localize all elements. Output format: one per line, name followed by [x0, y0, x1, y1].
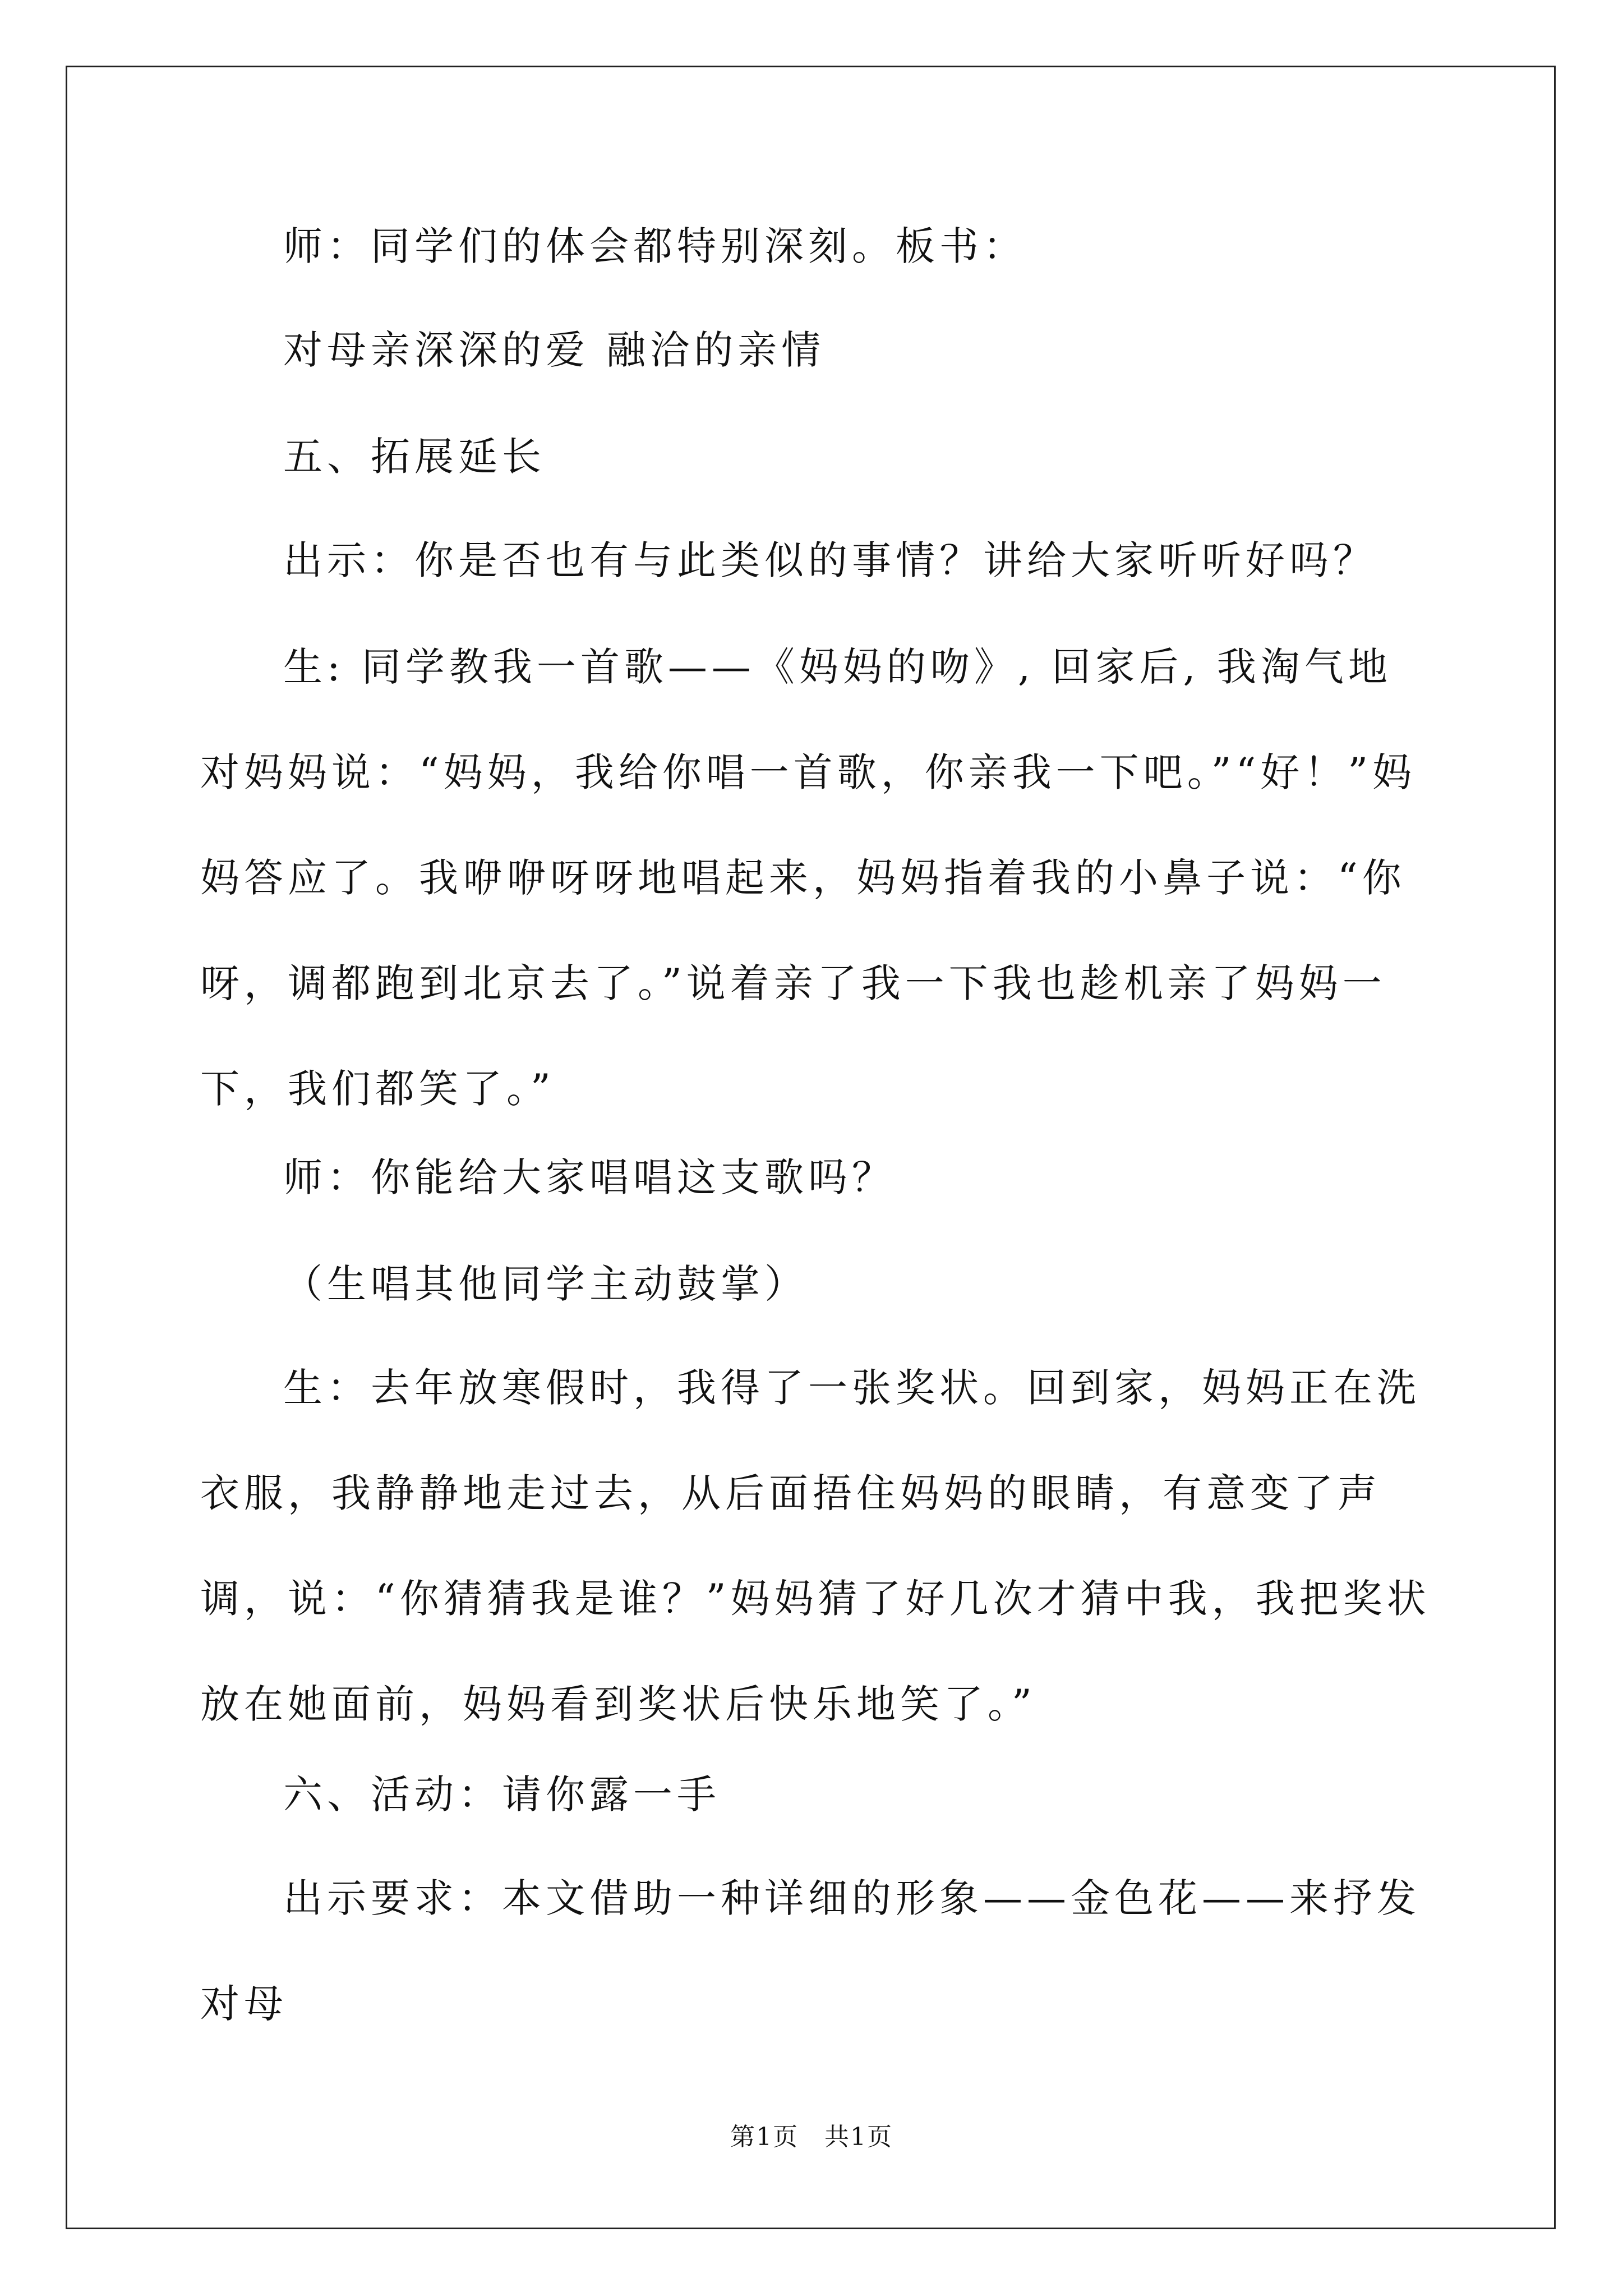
paragraph: 师：同学们的体会都特别深刻。板书：	[283, 223, 1027, 269]
paragraph: 师：你能给大家唱唱这支歌吗？	[283, 1154, 896, 1200]
paragraph: 出示要求：本文借助一种详细的形象——金色花——来抒发对母	[200, 1875, 1421, 2027]
paragraph: 生：去年放寒假时，我得了一张奖状。回到家，妈妈正在洗衣服，我静静地走过去，从后面捂住妈妈的眼睛，有意变了声调，说：“你猜猜我是谁？”妈妈猜了好几次才猜中我，我把奖状放在她面前，妈妈看到奖状后快乐地笑了。”	[200, 1365, 1431, 1727]
section-heading: 五、拓展延长	[283, 434, 546, 480]
paragraph: 出示：你是否也有与此类似的事情？讲给大家听听好吗？	[283, 537, 1377, 583]
paragraph: 对母亲深深的爱 融洽的亲情	[283, 327, 826, 373]
paragraph: 生: 同学教我一首歌——《妈妈的吻》, 回家后, 我淘气地对妈妈说：“妈妈，我给你唱一首歌，你亲我一下吧。”“好！”妈妈答应了。我咿咿呀呀地唱起来，妈妈指着我的小鼻子说：“你呀，调都跑到北京去了。”说着亲了我一下我也趁机亲了妈妈一下，我们都笑了。”	[200, 644, 1417, 1112]
paragraph: （生唱其他同学主动鼓掌）	[283, 1261, 808, 1307]
section-heading: 六、活动：请你露一手	[283, 1772, 721, 1818]
page-footer: 第1页 共1页	[730, 2123, 893, 2151]
